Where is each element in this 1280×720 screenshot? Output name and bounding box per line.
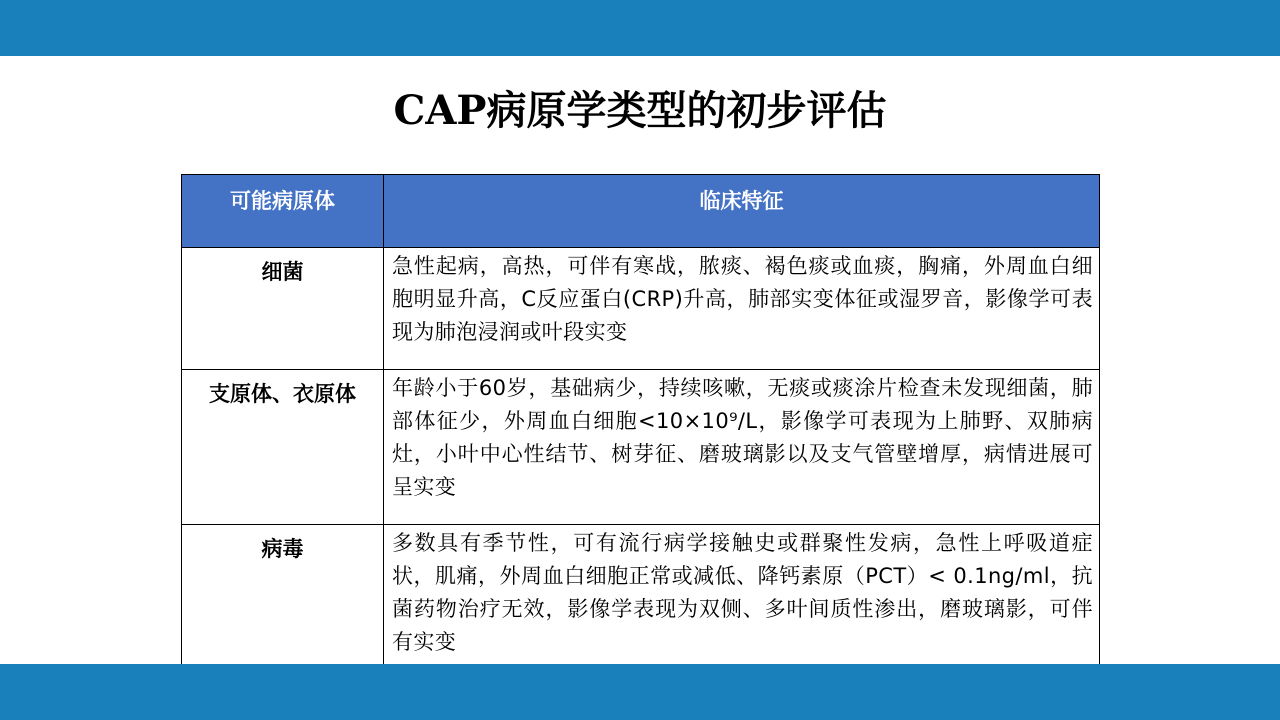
bottom-banner-bar [0,664,1280,720]
pathogen-cell: 病毒 [182,525,384,670]
pathogen-cell: 支原体、衣原体 [182,370,384,525]
pathogen-cell: 细菌 [182,248,384,370]
table-row [182,370,1100,525]
features-cell: 年龄小于60岁，基础病少，持续咳嗽，无痰或痰涂片检查未发现细菌，肺部体征少，外周血白细胞<10×10⁹/L，影像学可表现为上肺野、双肺病灶，小叶中心性结节、树芽征、磨玻璃影以及支气管壁增厚，病情进展可呈实变 [384,370,1100,525]
table-row [182,248,1100,370]
table-row [182,525,1100,670]
features-cell: 急性起病，高热，可伴有寒战，脓痰、褐色痰或血痰，胸痛，外周血白细胞明显升高，C反应蛋白(CRP)升高，肺部实变体征或湿罗音，影像学可表现为肺泡浸润或叶段实变 [384,248,1100,370]
top-banner-bar [0,0,1280,56]
table-header-row [182,175,1100,248]
header-clinical-features: 临床特征 [384,175,1100,248]
slide-title: CAP病原学类型的初步评估 [393,87,887,134]
pathogen-assessment-table [181,174,1100,670]
header-pathogen: 可能病原体 [182,175,384,248]
features-cell: 多数具有季节性，可有流行病学接触史或群聚性发病，急性上呼吸道症状，肌痛，外周血白细胞正常或减低、降钙素原（PCT）< 0.1ng/ml，抗菌药物治疗无效，影像学表现为双侧、多叶间质性渗出，磨玻璃影，可伴有实变 [384,525,1100,670]
